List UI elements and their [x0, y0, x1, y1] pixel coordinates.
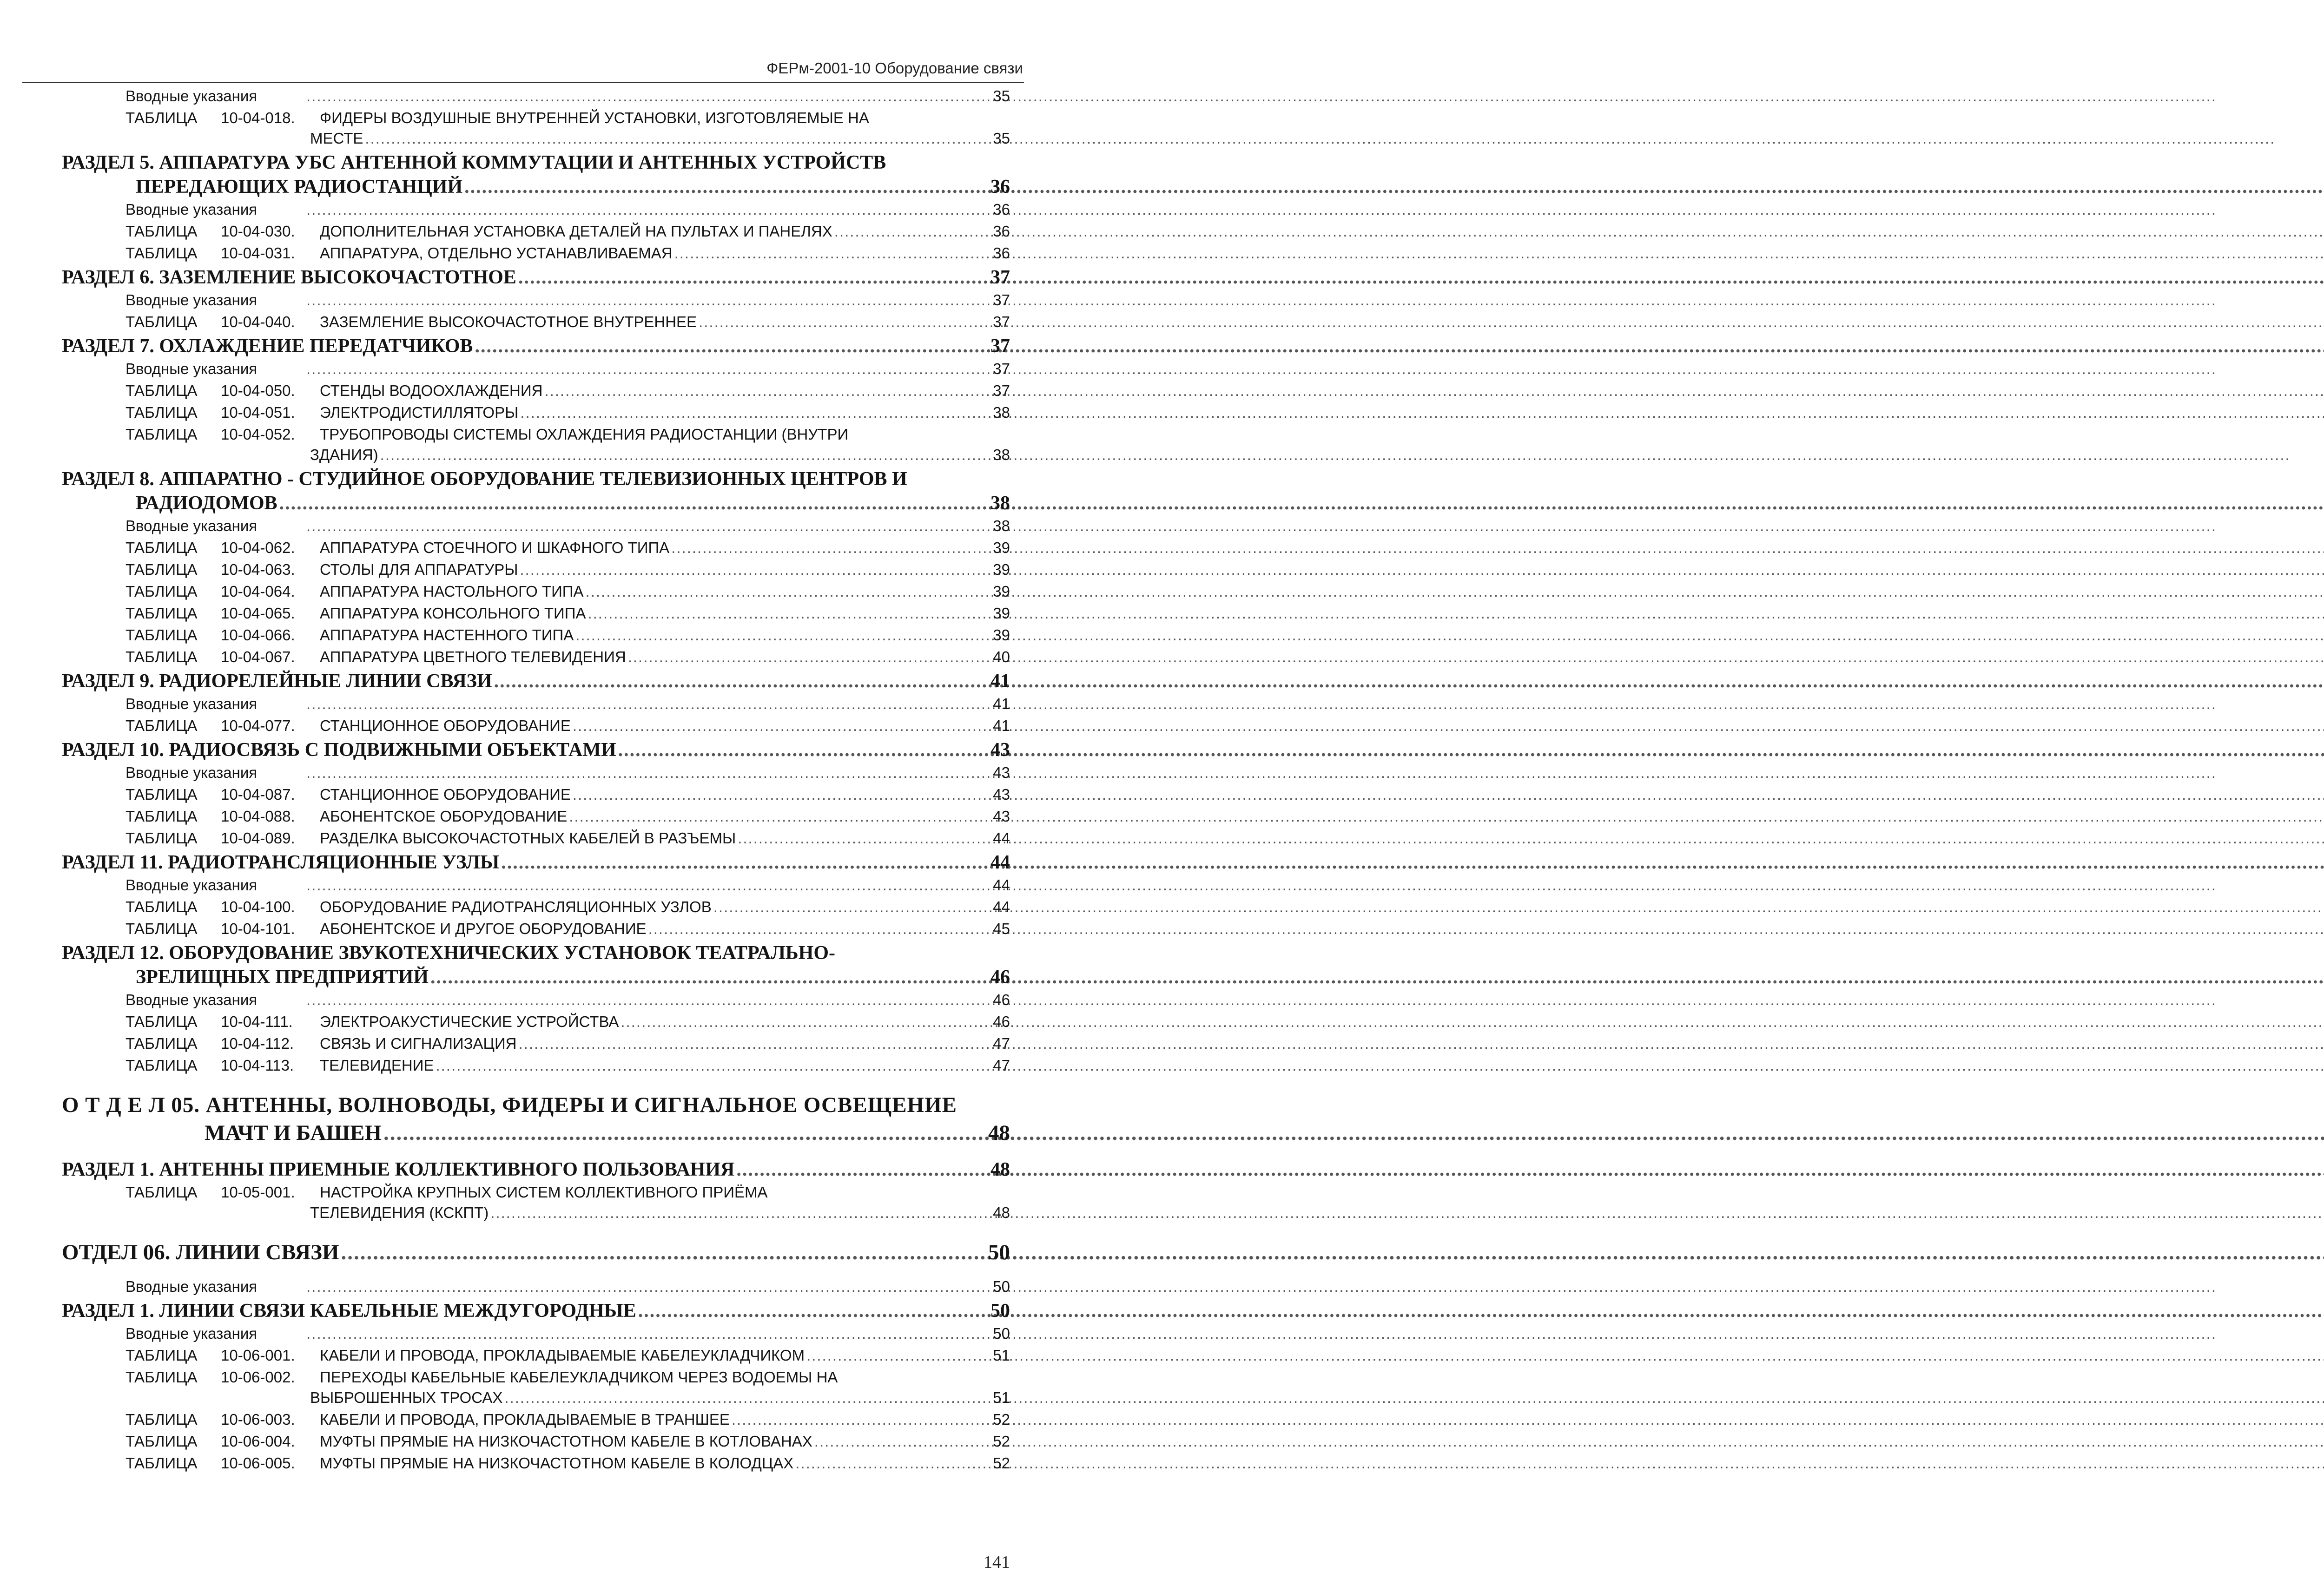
toc-entry-section[interactable]	[0, 1300, 1098, 1325]
entry-title: ФИДЕРЫ ВОЗДУШНЫЕ ВНУТРЕННЕЙ УСТАНОВКИ, ИЗГОТОВЛЯЕМЫЕ НА	[320, 109, 869, 126]
page-ref: 50	[990, 1300, 1010, 1322]
page-ref: 41	[990, 671, 1010, 692]
toc-entry-section[interactable]	[0, 1158, 1098, 1184]
entry-title: ТЕЛЕВИДЕНИЕ	[320, 1057, 434, 1074]
table-keyword: ТАБЛИЦА	[125, 561, 198, 578]
toc-entry-section[interactable]	[0, 266, 1098, 291]
table-keyword: ТАБЛИЦА	[125, 404, 198, 421]
entry-title: АППАРАТУРА, ОТДЕЛЬНО УСТАНАВЛИВАЕМАЯ	[320, 244, 673, 262]
entry-label: Вводные указания	[125, 1325, 257, 1342]
dot-leader	[569, 808, 991, 825]
table-keyword: ТАБЛИЦА	[125, 626, 198, 644]
page-ref: 39	[993, 626, 1010, 644]
dot-leader	[430, 966, 989, 988]
entry-title: ТРУБОПРОВОДЫ СИСТЕМЫ ОХЛАЖДЕНИЯ РАДИОСТАНЦИИ (ВНУТРИ	[320, 426, 849, 443]
entry-title: МЕСТЕ	[310, 130, 363, 147]
dot-leader	[628, 648, 991, 666]
dot-leader	[699, 313, 991, 331]
toc-entry-table-continuation[interactable]	[0, 446, 1098, 468]
toc-entry-section[interactable]	[0, 468, 1098, 492]
entry-title: ДОПОЛНИТЕЛЬНАЯ УСТАНОВКА ДЕТАЛЕЙ НА ПУЛЬТАХ И ПАНЕЛЯХ	[320, 223, 832, 240]
entry-title: АППАРАТУРА СТОЕЧНОГО И ШКАФНОГО ТИПА	[320, 539, 670, 556]
toc-entry-table[interactable]	[0, 109, 1098, 130]
page-ref: 44	[990, 852, 1010, 873]
dot-leader	[306, 876, 991, 894]
page-ref: 44	[993, 898, 1010, 915]
spacer	[0, 1268, 1098, 1278]
toc-entry-section[interactable]	[0, 151, 1098, 176]
page-ref: 43	[993, 808, 1010, 825]
page-header	[0, 0, 1098, 93]
dot-leader	[713, 898, 991, 916]
entry-label: Вводные указания	[125, 1278, 257, 1295]
table-number: 10-04-065.	[221, 605, 295, 622]
table-keyword: ТАБЛИЦА	[125, 1035, 198, 1052]
dot-leader	[671, 539, 991, 557]
toc-entry-table[interactable]	[0, 808, 1098, 829]
entry-label: Вводные указания	[125, 764, 257, 781]
toc-entry-intro[interactable]	[0, 201, 1098, 223]
toc-entry-table[interactable]	[0, 382, 1098, 404]
section-title: РАЗДЕЛ 7. ОХЛАЖДЕНИЕ ПЕРЕДАТЧИКОВ	[62, 336, 473, 357]
entry-title: МУФТЫ ПРЯМЫЕ НА НИЗКОЧАСТОТНОМ КАБЕЛЕ В КОТЛОВАНАХ	[320, 1433, 812, 1450]
entry-title: ОБОРУДОВАНИЕ РАДИОТРАНСЛЯЦИОННЫХ УЗЛОВ	[320, 898, 712, 915]
page-ref: 38	[993, 517, 1010, 534]
toc-entry-table[interactable]	[0, 605, 1098, 626]
dot-leader	[306, 360, 991, 378]
entry-label: Вводные указания	[125, 695, 257, 712]
table-keyword: ТАБЛИЦА	[125, 898, 198, 915]
table-keyword: ТАБЛИЦА	[125, 313, 198, 330]
entry-title: АППАРАТУРА НАСТЕННОГО ТИПА	[320, 626, 574, 644]
section-title: ПЕРЕДАЮЩИХ РАДИОСТАНЦИЙ	[136, 176, 463, 197]
entry-label: Вводные указания	[125, 201, 257, 218]
dot-leader	[520, 404, 991, 421]
dot-leader	[306, 1325, 991, 1342]
table-keyword: ТАБЛИЦА	[125, 1013, 198, 1030]
dot-leader	[834, 223, 991, 240]
dot-leader	[674, 244, 991, 262]
table-keyword: ТАБЛИЦА	[125, 829, 198, 847]
toc-entry-intro[interactable]	[0, 517, 1098, 539]
entry-title: ТЕЛЕВИДЕНИЯ (КСКПТ)	[310, 1204, 489, 1221]
toc-entry-table[interactable]	[0, 539, 1098, 561]
dot-leader	[306, 695, 991, 713]
page-ref: 37	[993, 313, 1010, 330]
page-ref: 50	[993, 1325, 1010, 1342]
entry-label: Вводные указания	[125, 360, 257, 377]
toc-entry-table[interactable]	[0, 920, 1098, 942]
table-of-contents	[0, 87, 1098, 1476]
page-ref: 52	[993, 1411, 1010, 1428]
toc-entry-intro[interactable]	[0, 876, 1098, 898]
page-ref: 37	[990, 267, 1010, 288]
dot-leader	[736, 1158, 989, 1181]
dot-leader	[814, 1433, 991, 1450]
table-keyword: ТАБЛИЦА	[125, 717, 198, 734]
table-number: 10-06-003.	[221, 1411, 295, 1428]
entry-label: Вводные указания	[125, 291, 257, 309]
entry-label: Вводные указания	[125, 991, 257, 1008]
page-number: 141	[984, 1553, 1010, 1572]
entry-label: Вводные указания	[125, 876, 257, 894]
page-ref: 38	[993, 404, 1010, 421]
page-ref: 35	[993, 87, 1010, 105]
table-number: 10-06-001.	[221, 1347, 295, 1364]
toc-entry-section[interactable]	[0, 335, 1098, 360]
section-title: РАЗДЕЛ 8. АППАРАТНО - СТУДИЙНОЕ ОБОРУДОВАНИЕ ТЕЛЕВИЗИОННЫХ ЦЕНТРОВ И	[62, 468, 907, 490]
entry-label: Вводные указания	[125, 517, 257, 534]
table-number: 10-06-005.	[221, 1454, 295, 1472]
dot-leader	[518, 266, 989, 289]
page-ref: 43	[993, 786, 1010, 803]
page-ref: 35	[993, 130, 1010, 147]
table-keyword: ТАБЛИЦА	[125, 583, 198, 600]
page-ref: 48	[988, 1121, 1010, 1145]
table-number: 10-04-031.	[221, 244, 295, 262]
entry-title: ЭЛЕКТРОДИСТИЛЛЯТОРЫ	[320, 404, 519, 421]
dot-leader	[504, 1389, 991, 1407]
table-keyword: ТАБЛИЦА	[125, 1368, 198, 1386]
table-number: 10-06-002.	[221, 1368, 295, 1386]
table-number: 10-04-030.	[221, 223, 295, 240]
toc-entry-table[interactable]	[0, 717, 1098, 739]
page-ref: 47	[993, 1035, 1010, 1052]
entry-title: АППАРАТУРА ЦВЕТНОГО ТЕЛЕВИДЕНИЯ	[320, 648, 626, 665]
toc-entry-table[interactable]	[0, 829, 1098, 851]
section-title: РАЗДЕЛ 6. ЗАЗЕМЛЕНИЕ ВЫСОКОЧАСТОТНОЕ	[62, 267, 516, 288]
spacer	[0, 1148, 1098, 1158]
toc-entry-section-continuation[interactable]	[0, 492, 1098, 517]
table-keyword: ТАБЛИЦА	[125, 1454, 198, 1472]
toc-entry-intro[interactable]	[0, 1278, 1098, 1300]
page-ref: 44	[993, 829, 1010, 847]
table-number: 10-04-113.	[221, 1057, 294, 1074]
dot-leader	[306, 764, 991, 782]
page-ref: 51	[993, 1347, 1010, 1364]
dot-leader	[738, 829, 991, 847]
entry-title: АППАРАТУРА НАСТОЛЬНОГО ТИПА	[320, 583, 584, 600]
page-ref: 37	[993, 382, 1010, 399]
page-ref: 37	[993, 360, 1010, 377]
page-ref: 52	[993, 1433, 1010, 1450]
table-keyword: ТАБЛИЦА	[125, 426, 198, 443]
toc-entry-table[interactable]	[0, 626, 1098, 648]
page-ref: 36	[993, 244, 1010, 262]
entry-title: КАБЕЛИ И ПРОВОДА, ПРОКЛАДЫВАЕМЫЕ КАБЕЛЕУКЛАДЧИКОМ	[320, 1347, 805, 1364]
toc-entry-intro[interactable]	[0, 291, 1098, 313]
entry-title: СТАНЦИОННОЕ ОБОРУДОВАНИЕ	[320, 786, 571, 803]
section-title: РАЗДЕЛ 12. ОБОРУДОВАНИЕ ЗВУКОТЕХНИЧЕСКИХ УСТАНОВОК ТЕАТРАЛЬНО-	[62, 942, 836, 964]
spacer	[0, 1079, 1098, 1092]
entry-title: СТОЛЫ ДЛЯ АППАРАТУРЫ	[320, 561, 518, 578]
entry-title: АБОНЕНТСКОЕ И ДРУГОЕ ОБОРУДОВАНИЕ	[320, 920, 647, 937]
dot-leader	[519, 1035, 991, 1053]
page-ref: 45	[993, 920, 1010, 937]
page-ref: 37	[993, 291, 1010, 309]
page-ref: 48	[993, 1204, 1010, 1221]
page-ref: 38	[990, 493, 1010, 514]
table-keyword: ТАБЛИЦА	[125, 1184, 198, 1201]
toc-entry-table[interactable]	[0, 1368, 1098, 1389]
table-keyword: ТАБЛИЦА	[125, 382, 198, 399]
dot-leader	[436, 1057, 991, 1074]
toc-entry-table[interactable]	[0, 1057, 1098, 1079]
toc-entry-department-continuation[interactable]	[0, 1120, 1098, 1148]
dot-leader	[573, 786, 991, 803]
running-header-title: ФЕРм-2001-10 Оборудование связи	[766, 59, 1023, 77]
dot-leader	[306, 291, 991, 309]
dot-leader	[306, 87, 991, 105]
entry-title: КАБЕЛИ И ПРОВОДА, ПРОКЛАДЫВАЕМЫЕ В ТРАНШЕЕ	[320, 1411, 730, 1428]
table-keyword: ТАБЛИЦА	[125, 1433, 198, 1450]
toc-entry-table[interactable]	[0, 1433, 1098, 1454]
table-keyword: ТАБЛИЦА	[125, 920, 198, 937]
dot-leader	[732, 1411, 991, 1428]
table-number: 10-04-063.	[221, 561, 295, 578]
page-ref: 48	[990, 1159, 1010, 1180]
section-title: РАДИОДОМОВ	[136, 493, 277, 514]
toc-entry-table[interactable]	[0, 313, 1098, 335]
toc-entry-table[interactable]	[0, 1454, 1098, 1476]
department-title: МАЧТ И БАШЕН	[205, 1121, 382, 1145]
toc-entry-section[interactable]	[0, 739, 1098, 764]
dot-leader	[306, 517, 991, 535]
spacer	[0, 1226, 1098, 1240]
table-number: 10-04-101.	[221, 920, 295, 937]
dot-leader	[490, 1204, 991, 1222]
toc-entry-intro[interactable]	[0, 695, 1098, 717]
table-keyword: ТАБЛИЦА	[125, 1057, 198, 1074]
entry-title: ЭЛЕКТРОАКУСТИЧЕСКИЕ УСТРОЙСТВА	[320, 1013, 619, 1030]
toc-entry-table[interactable]	[0, 1035, 1098, 1057]
dot-leader	[306, 1278, 991, 1296]
page-ref: 41	[993, 717, 1010, 734]
dot-leader	[306, 201, 991, 218]
table-number: 10-04-089.	[221, 829, 295, 847]
page-ref: 36	[993, 201, 1010, 218]
dot-leader	[806, 1347, 991, 1364]
entry-title: АППАРАТУРА КОНСОЛЬНОГО ТИПА	[320, 605, 586, 622]
page-ref: 41	[993, 695, 1010, 712]
page-ref: 38	[993, 446, 1010, 463]
dot-leader	[501, 851, 989, 874]
table-number: 10-06-004.	[221, 1433, 295, 1450]
dot-leader	[475, 335, 989, 357]
table-number: 10-04-064.	[221, 583, 295, 600]
page-ref: 36	[993, 223, 1010, 240]
header-rule	[22, 82, 1024, 83]
entry-title: ПЕРЕХОДЫ КАБЕЛЬНЫЕ КАБЕЛЕУКЛАДЧИКОМ ЧЕРЕЗ ВОДОЕМЫ НА	[320, 1368, 838, 1386]
table-number: 10-04-111.	[221, 1013, 293, 1030]
section-title: РАЗДЕЛ 10. РАДИОСВЯЗЬ С ПОДВИЖНЫМИ ОБЪЕКТАМИ	[62, 739, 616, 761]
entry-title: СВЯЗЬ И СИГНАЛИЗАЦИЯ	[320, 1035, 517, 1052]
page-ref: 43	[990, 739, 1010, 761]
department-title: О Т Д Е Л 05. АНТЕННЫ, ВОЛНОВОДЫ, ФИДЕРЫ И СИГНАЛЬНОЕ ОСВЕЩЕНИЕ	[62, 1093, 957, 1117]
toc-entry-table[interactable]	[0, 561, 1098, 583]
toc-entry-table[interactable]	[0, 898, 1098, 920]
table-number: 10-04-062.	[221, 539, 295, 556]
entry-title: МУФТЫ ПРЯМЫЕ НА НИЗКОЧАСТОТНОМ КАБЕЛЕ В КОЛОДЦАХ	[320, 1454, 794, 1472]
toc-entry-table[interactable]	[0, 404, 1098, 426]
page-ref: 50	[988, 1240, 1010, 1264]
table-keyword: ТАБЛИЦА	[125, 244, 198, 262]
section-title: ЗРЕЛИЩНЫХ ПРЕДПРИЯТИЙ	[136, 967, 429, 988]
table-keyword: ТАБЛИЦА	[125, 786, 198, 803]
dot-leader	[618, 739, 989, 761]
section-title: РАЗДЕЛ 5. АППАРАТУРА УБС АНТЕННОЙ КОММУТАЦИИ И АНТЕННЫХ УСТРОЙСТВ	[62, 152, 886, 173]
dot-leader	[573, 717, 991, 735]
toc-entry-table[interactable]	[0, 1411, 1098, 1433]
table-number: 10-05-001.	[221, 1184, 295, 1201]
toc-entry-section-continuation[interactable]	[0, 176, 1098, 201]
table-keyword: ТАБЛИЦА	[125, 109, 198, 126]
page-ref: 51	[993, 1389, 1010, 1406]
dot-leader	[341, 1240, 986, 1265]
toc-entry-table-continuation[interactable]	[0, 130, 1098, 151]
toc-entry-table[interactable]	[0, 223, 1098, 244]
table-keyword: ТАБЛИЦА	[125, 648, 198, 665]
page-ref: 36	[990, 176, 1010, 197]
toc-entry-table[interactable]	[0, 1013, 1098, 1035]
department-title: ОТДЕЛ 06. ЛИНИИ СВЯЗИ	[62, 1240, 339, 1264]
dot-leader	[520, 561, 991, 579]
page-ref: 39	[993, 561, 1010, 578]
toc-entry-intro[interactable]	[0, 87, 1098, 109]
table-number: 10-04-066.	[221, 626, 295, 644]
table-number: 10-04-100.	[221, 898, 295, 915]
section-title: РАЗДЕЛ 11. РАДИОТРАНСЛЯЦИОННЫЕ УЗЛЫ	[62, 852, 500, 873]
page-ref: 52	[993, 1454, 1010, 1472]
toc-entry-section[interactable]	[0, 851, 1098, 876]
entry-title: СТАНЦИОННОЕ ОБОРУДОВАНИЕ	[320, 717, 571, 734]
entry-title: АБОНЕНТСКОЕ ОБОРУДОВАНИЕ	[320, 808, 568, 825]
table-number: 10-04-088.	[221, 808, 295, 825]
toc-entry-table[interactable]	[0, 244, 1098, 266]
dot-leader	[365, 130, 991, 147]
dot-leader	[306, 991, 991, 1009]
toc-entry-intro[interactable]	[0, 360, 1098, 382]
dot-leader	[575, 626, 991, 644]
table-keyword: ТАБЛИЦА	[125, 539, 198, 556]
table-keyword: ТАБЛИЦА	[125, 1347, 198, 1364]
entry-title: НАСТРОЙКА КРУПНЫХ СИСТЕМ КОЛЛЕКТИВНОГО ПРИЁМА	[320, 1184, 768, 1201]
table-number: 10-04-051.	[221, 404, 295, 421]
dot-leader	[648, 920, 991, 938]
entry-title: ЗАЗЕМЛЕНИЕ ВЫСОКОЧАСТОТНОЕ ВНУТРЕННЕЕ	[320, 313, 697, 330]
dot-leader	[464, 176, 989, 198]
table-number: 10-04-112.	[221, 1035, 294, 1052]
table-number: 10-04-077.	[221, 717, 295, 734]
page-ref: 44	[993, 876, 1010, 894]
toc-entry-table[interactable]	[0, 786, 1098, 808]
dot-leader	[279, 492, 989, 514]
table-number: 10-04-050.	[221, 382, 295, 399]
toc-entry-table[interactable]	[0, 1184, 1098, 1204]
toc-entry-department[interactable]	[0, 1092, 1098, 1120]
table-number: 10-04-052.	[221, 426, 295, 443]
dot-leader	[544, 382, 991, 400]
toc-entry-table[interactable]	[0, 426, 1098, 446]
toc-entry-department[interactable]	[0, 1240, 1098, 1268]
table-keyword: ТАБЛИЦА	[125, 223, 198, 240]
entry-title: РАЗДЕЛКА ВЫСОКОЧАСТОТНЫХ КАБЕЛЕЙ В РАЗЪЕМЫ	[320, 829, 736, 847]
page-ref: 47	[993, 1057, 1010, 1074]
section-title: РАЗДЕЛ 1. ЛИНИИ СВЯЗИ КАБЕЛЬНЫЕ МЕЖДУГОРОДНЫЕ	[62, 1300, 636, 1322]
dot-leader	[588, 605, 991, 622]
page-ref: 40	[993, 648, 1010, 665]
section-title: РАЗДЕЛ 1. АНТЕННЫ ПРИЕМНЫЕ КОЛЛЕКТИВНОГО ПОЛЬЗОВАНИЯ	[62, 1159, 735, 1180]
table-keyword: ТАБЛИЦА	[125, 605, 198, 622]
toc-entry-table[interactable]	[0, 648, 1098, 670]
page-ref: 39	[993, 583, 1010, 600]
page-ref: 43	[993, 764, 1010, 781]
toc-entry-table[interactable]	[0, 583, 1098, 605]
page-ref: 37	[990, 336, 1010, 357]
table-number: 10-04-040.	[221, 313, 295, 330]
table-number: 10-04-087.	[221, 786, 295, 803]
dot-leader	[586, 583, 991, 600]
entry-title: ЗДАНИЯ)	[310, 446, 378, 463]
dot-leader	[621, 1013, 991, 1031]
page-ref: 39	[993, 605, 1010, 622]
toc-entry-intro[interactable]	[0, 764, 1098, 786]
table-keyword: ТАБЛИЦА	[125, 808, 198, 825]
dot-leader	[380, 446, 991, 464]
table-number: 10-04-018.	[221, 109, 295, 126]
dot-leader	[383, 1120, 986, 1145]
dot-leader	[494, 670, 989, 692]
toc-entry-table-continuation[interactable]	[0, 1389, 1098, 1411]
entry-title: ВЫБРОШЕННЫХ ТРОСАХ	[310, 1389, 503, 1406]
table-number: 10-04-067.	[221, 648, 295, 665]
page-ref: 39	[993, 539, 1010, 556]
page-ref: 46	[993, 1013, 1010, 1030]
entry-title: СТЕНДЫ ВОДООХЛАЖДЕНИЯ	[320, 382, 543, 399]
toc-entry-section[interactable]	[0, 670, 1098, 695]
dot-leader	[638, 1300, 989, 1322]
toc-entry-intro[interactable]	[0, 991, 1098, 1013]
page-ref: 46	[993, 991, 1010, 1008]
page-ref: 50	[993, 1278, 1010, 1295]
toc-entry-table-continuation[interactable]	[0, 1204, 1098, 1226]
toc-entry-section-continuation[interactable]	[0, 966, 1098, 991]
dot-leader	[795, 1454, 991, 1472]
table-keyword: ТАБЛИЦА	[125, 1411, 198, 1428]
toc-entry-table[interactable]	[0, 1347, 1098, 1368]
toc-entry-section[interactable]	[0, 942, 1098, 966]
page-ref: 46	[990, 967, 1010, 988]
section-title: РАЗДЕЛ 9. РАДИОРЕЛЕЙНЫЕ ЛИНИИ СВЯЗИ	[62, 671, 492, 692]
entry-label: Вводные указания	[125, 87, 257, 105]
toc-entry-intro[interactable]	[0, 1325, 1098, 1347]
